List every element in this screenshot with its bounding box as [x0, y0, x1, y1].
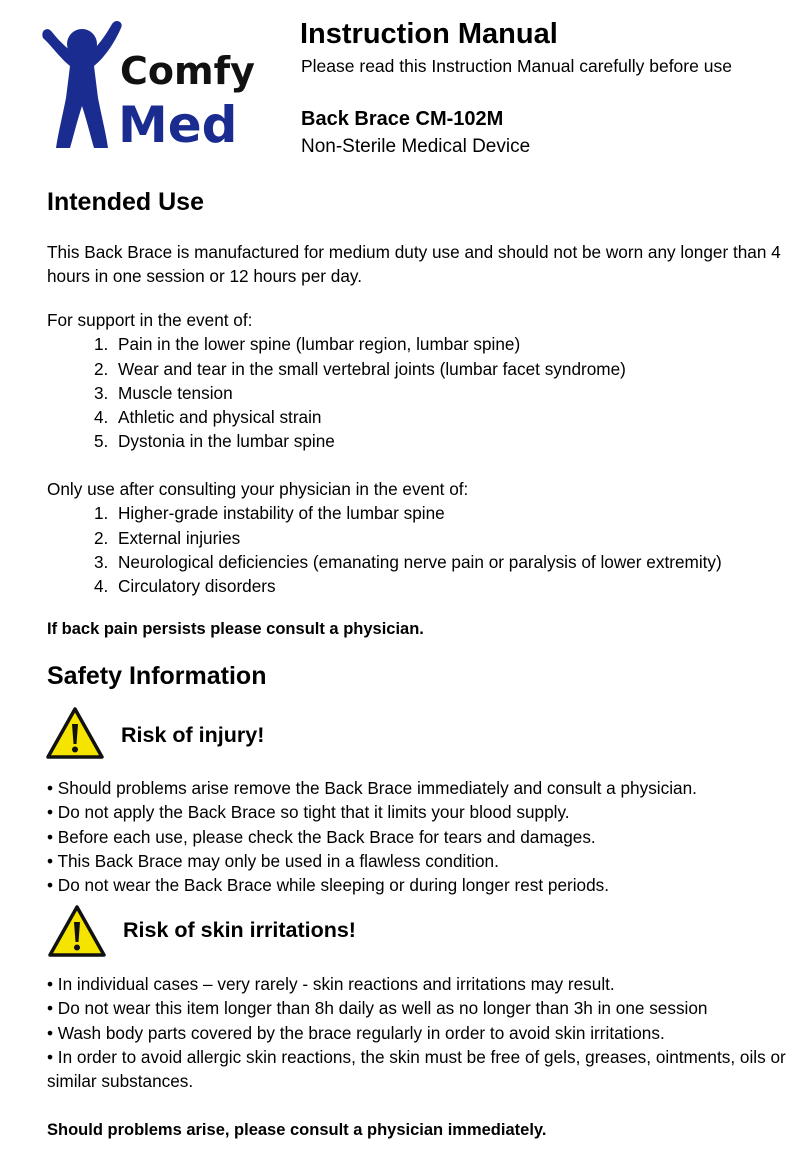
- risk-injury-title: Risk of injury!: [121, 723, 265, 747]
- list-item: 5. Dystonia in the lumbar spine: [94, 431, 335, 452]
- consult-section: [47, 477, 787, 598]
- list-item: 2. External injuries: [94, 527, 241, 548]
- list-item: 4. Athletic and physical strain: [94, 407, 322, 428]
- list-item: • In order to avoid allergic skin reactions, the skin must be free of gels, greases, ointments, oils or similar substances.: [47, 1046, 786, 1092]
- page-subtitle: Please read this Instruction Manual carefully before use: [301, 56, 732, 76]
- list-item: • Do not wear this item longer than 8h daily as well as no longer than 3h in one session: [47, 998, 708, 1019]
- list-item: • Wash body parts covered by the brace regularly in order to avoid skin irritations.: [47, 1022, 665, 1043]
- risk-skin-title: Risk of skin irritations!: [123, 918, 356, 942]
- list-item: 4. Circulatory disorders: [94, 576, 276, 597]
- support-section: [47, 308, 787, 454]
- intended-use-heading: Intended Use: [47, 188, 204, 216]
- list-item: • This Back Brace may only be used in a flawless condition.: [47, 850, 499, 871]
- list-item: 2. Wear and tear in the small vertebral joints (lumbar facet syndrome): [94, 358, 626, 379]
- injury-bullets-block: [47, 776, 787, 897]
- list-item: • Do not wear the Back Brace while sleeping or during longer rest periods.: [47, 875, 610, 896]
- device-classification: Non-Sterile Medical Device: [301, 136, 531, 157]
- person-logo-icon: [40, 14, 270, 154]
- skin-bullets-block: [47, 972, 787, 1093]
- closing-note: Should problems arise, please consult a physician immediately.: [47, 1121, 547, 1139]
- intended-use-intro-text: This Back Brace is manufactured for medium duty use and should not be worn any longer than 4 hours in one session or 12 hours per day.: [47, 242, 781, 287]
- brand-logo: [40, 14, 270, 154]
- page-title: Instruction Manual: [300, 18, 558, 50]
- injury-bullets: [47, 776, 787, 897]
- list-item: 3. Neurological deficiencies (emanating nerve pain or paralysis of lower extremity): [94, 551, 722, 572]
- consult-lead: Only use after consulting your physician in the event of:: [47, 479, 469, 499]
- list-item: • In individual cases – very rarely - skin reactions and irritations may result.: [47, 974, 615, 994]
- list-item: • Do not apply the Back Brace so tight that it limits your blood supply.: [47, 802, 570, 823]
- list-item: • Should problems arise remove the Back Brace immediately and consult a physician.: [47, 778, 697, 798]
- list-item: 1. Pain in the lower spine (lumbar region, lumbar spine): [94, 334, 521, 355]
- support-lead: For support in the event of:: [47, 310, 253, 330]
- support-list: [47, 332, 787, 453]
- warning-triangle-icon: [45, 706, 105, 760]
- logo-text-comfy: Comfy: [120, 49, 255, 93]
- product-name: Back Brace CM-102M: [301, 108, 504, 130]
- list-item: • Before each use, please check the Back Brace for tears and damages.: [47, 826, 596, 847]
- intended-use-intro: [47, 240, 787, 289]
- consult-list: [47, 501, 787, 598]
- warning-triangle-icon: [47, 904, 107, 958]
- skin-bullets: [47, 972, 787, 1093]
- logo-text-med: Med: [118, 96, 238, 154]
- list-item: 3. Muscle tension: [94, 382, 233, 403]
- safety-heading: Safety Information: [47, 662, 267, 690]
- persist-note: If back pain persists please consult a physician.: [47, 620, 424, 638]
- list-item: 1. Higher-grade instability of the lumbar spine: [94, 503, 445, 524]
